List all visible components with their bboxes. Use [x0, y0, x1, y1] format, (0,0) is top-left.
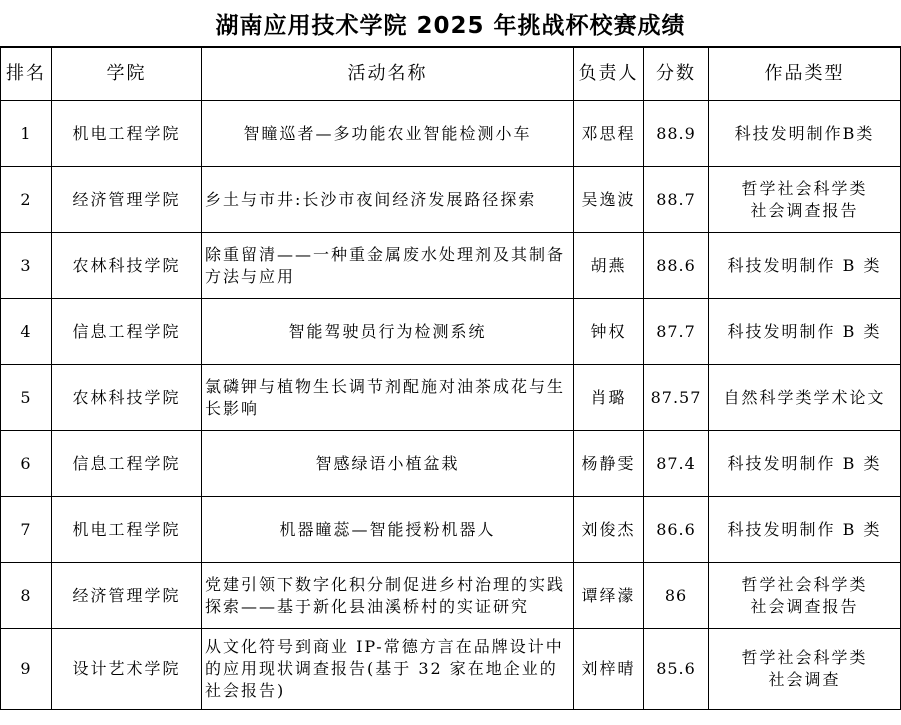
cell-type: 科技发明制作B类: [709, 101, 901, 167]
header-rank: 排名: [1, 48, 52, 101]
cell-rank: 8: [1, 563, 52, 629]
cell-rank: 2: [1, 167, 52, 233]
table-row: [1, 563, 901, 629]
cell-score: 88.7: [644, 167, 709, 233]
cell-score: 87.57: [644, 365, 709, 431]
cell-leader: 胡燕: [574, 233, 644, 299]
cell-college: 信息工程学院: [52, 299, 202, 365]
cell-rank: 4: [1, 299, 52, 365]
cell-rank: 9: [1, 629, 52, 710]
cell-college: 农林科技学院: [52, 233, 202, 299]
cell-leader: 刘梓晴: [574, 629, 644, 710]
cell-activity: 从文化符号到商业 IP-常德方言在品牌设计中的应用现状调查报告(基于 32 家在地企业的社会报告): [202, 629, 574, 710]
cell-type: 哲学社会科学类 社会调查报告: [709, 167, 901, 233]
header-activity: 活动名称: [202, 48, 574, 101]
cell-rank: 7: [1, 497, 52, 563]
cell-score: 85.6: [644, 629, 709, 710]
cell-activity: 除重留清——一种重金属废水处理剂及其制备方法与应用: [202, 233, 574, 299]
sheet-title: 湖南应用技术学院 2025 年挑战杯校赛成绩: [215, 12, 686, 39]
results-table: [0, 47, 901, 710]
cell-type: 科技发明制作 B 类: [709, 431, 901, 497]
header-score: 分数: [644, 48, 709, 101]
cell-leader: 吴逸波: [574, 167, 644, 233]
table-row: [1, 431, 901, 497]
cell-type: 哲学社会科学类 社会调查: [709, 629, 901, 710]
table-row: [1, 299, 901, 365]
cell-rank: 3: [1, 233, 52, 299]
cell-college: 经济管理学院: [52, 563, 202, 629]
cell-activity: 党建引领下数字化积分制促进乡村治理的实践探索——基于新化县油溪桥村的实证研究: [202, 563, 574, 629]
cell-leader: 刘俊杰: [574, 497, 644, 563]
cell-rank: 6: [1, 431, 52, 497]
header-college: 学院: [52, 48, 202, 101]
cell-college: 信息工程学院: [52, 431, 202, 497]
cell-score: 88.6: [644, 233, 709, 299]
cell-activity: 乡土与市井:长沙市夜间经济发展路径探索: [202, 167, 574, 233]
cell-leader: 邓思程: [574, 101, 644, 167]
cell-leader: 肖璐: [574, 365, 644, 431]
cell-college: 设计艺术学院: [52, 629, 202, 710]
cell-type: 哲学社会科学类 社会调查报告: [709, 563, 901, 629]
cell-activity: 氯磷钾与植物生长调节剂配施对油茶成花与生长影响: [202, 365, 574, 431]
table-body: [1, 101, 901, 710]
table-row: [1, 233, 901, 299]
table-row: [1, 101, 901, 167]
cell-rank: 5: [1, 365, 52, 431]
cell-score: 87.4: [644, 431, 709, 497]
cell-college: 农林科技学院: [52, 365, 202, 431]
cell-college: 机电工程学院: [52, 101, 202, 167]
cell-activity: 智瞳巡者—多功能农业智能检测小车: [202, 101, 574, 167]
cell-college: 机电工程学院: [52, 497, 202, 563]
cell-score: 86: [644, 563, 709, 629]
cell-leader: 杨静雯: [574, 431, 644, 497]
cell-leader: 谭绎濛: [574, 563, 644, 629]
header-leader: 负责人: [574, 48, 644, 101]
cell-type: 科技发明制作 B 类: [709, 233, 901, 299]
cell-type: 科技发明制作 B 类: [709, 497, 901, 563]
header-type: 作品类型: [709, 48, 901, 101]
cell-score: 86.6: [644, 497, 709, 563]
cell-rank: 1: [1, 101, 52, 167]
cell-leader: 钟权: [574, 299, 644, 365]
table-row: [1, 629, 901, 710]
table-row: [1, 167, 901, 233]
table-row: [1, 365, 901, 431]
cell-score: 87.7: [644, 299, 709, 365]
cell-activity: 智感绿语小植盆栽: [202, 431, 574, 497]
cell-type: 科技发明制作 B 类: [709, 299, 901, 365]
table-row: [1, 497, 901, 563]
cell-score: 88.9: [644, 101, 709, 167]
title-row: [0, 0, 901, 47]
header-row: [1, 48, 901, 101]
cell-college: 经济管理学院: [52, 167, 202, 233]
cell-type: 自然科学类学术论文: [709, 365, 901, 431]
cell-activity: 智能驾驶员行为检测系统: [202, 299, 574, 365]
cell-activity: 机器瞳蕊—智能授粉机器人: [202, 497, 574, 563]
